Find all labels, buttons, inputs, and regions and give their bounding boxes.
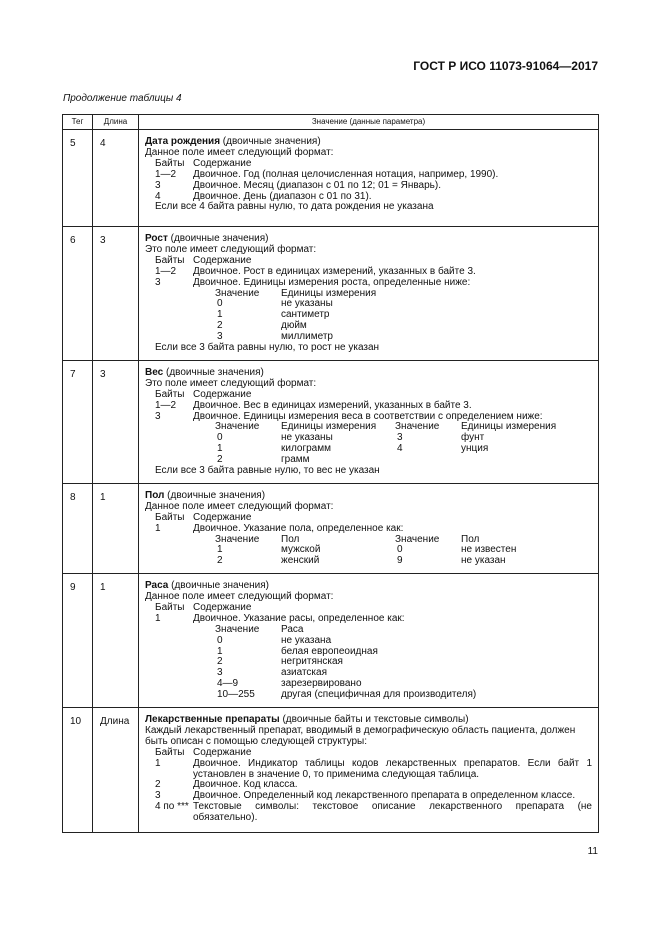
- cell-length: 3: [93, 227, 139, 361]
- value-table-cell: женский: [281, 555, 320, 567]
- byte-index: 1: [155, 612, 161, 624]
- field-title-note: (двоичные значения): [164, 489, 266, 501]
- value-table-cell: азиатская: [281, 667, 328, 679]
- cell-value: [139, 483, 599, 573]
- value-table-cell: 0: [217, 298, 223, 310]
- byte-item: [145, 802, 592, 824]
- content-label: Содержание: [193, 746, 252, 758]
- byte-description: Двоичное. Определенный код лекарственного препарата в определенном классе.: [193, 790, 576, 802]
- field-title: Раса: [145, 580, 169, 592]
- value-table-col-label: Раса: [281, 623, 304, 635]
- value-table-cell: негритянская: [281, 656, 343, 668]
- value-table-cell: мужской: [281, 544, 321, 556]
- format-intro: Каждый лекарственный препарат, вводимый в демографическую область пациента, должен быть описан с помощью следующей структуры:: [145, 724, 576, 747]
- bytes-label: Байты: [155, 602, 185, 613]
- cell-value: [139, 708, 599, 833]
- byte-description: Двоичное. Единицы измерения веса в соответствии с определением ниже:: [193, 410, 543, 422]
- value-table-cell: 2: [217, 656, 223, 668]
- format-intro: Это поле имеет следующий формат:: [145, 243, 317, 255]
- field-title: Лекарственные препараты: [145, 714, 280, 726]
- value-table-row: [145, 299, 592, 310]
- value-table-cell: 1: [217, 544, 223, 556]
- field-title-note: (двоичные значения): [220, 136, 321, 147]
- cell-length: Длина: [93, 708, 139, 833]
- byte-item: [145, 278, 592, 289]
- byte-index: 2: [155, 779, 161, 791]
- cell-length: 3: [93, 360, 139, 483]
- value-table-cell: 9: [397, 555, 403, 567]
- value-table-row: [145, 636, 592, 647]
- table-row: [63, 227, 599, 361]
- value-table-row: [145, 332, 592, 343]
- value-table-cell: 0: [217, 634, 223, 646]
- field-title-note: (двоичные значения): [163, 366, 264, 378]
- value-table-cell: 3: [397, 432, 403, 444]
- value-table-col-label: Значение: [215, 421, 260, 433]
- cell-tag: 9: [63, 574, 93, 708]
- table-row: [63, 360, 599, 483]
- value-table-col-label: Пол: [281, 533, 300, 545]
- bytes-label: Байты: [155, 511, 185, 523]
- value-table-cell: не указан: [461, 555, 506, 567]
- cell-value: [139, 227, 599, 361]
- table-row: [63, 708, 599, 833]
- byte-item: [145, 759, 592, 781]
- value-table-row: [145, 647, 592, 658]
- format-intro: Данное поле имеет следующий формат:: [145, 500, 334, 512]
- field-footer-note: Если все 4 байта равны нулю, то дата рождения не указана: [155, 201, 434, 213]
- content-label: Содержание: [193, 511, 252, 523]
- table-row: [63, 130, 599, 227]
- byte-description: Двоичное. День (диапазон с 01 по 31).: [193, 190, 372, 202]
- value-table-header: [145, 535, 592, 546]
- field-title: Дата рождения: [145, 136, 221, 147]
- value-table-cell: не указаны: [281, 432, 333, 444]
- bytes-label: Байты: [155, 254, 185, 266]
- bytes-label: Байты: [155, 388, 185, 400]
- byte-index: 1—2: [155, 265, 177, 277]
- value-table-cell: 4: [397, 443, 403, 455]
- bytes-label: Байты: [155, 157, 185, 169]
- value-table-row: [145, 545, 592, 556]
- value-table-cell: 2: [217, 555, 223, 567]
- table-header-row: [63, 115, 599, 130]
- content-label: Содержание: [193, 388, 252, 400]
- value-table-cell: сантиметр: [281, 309, 330, 321]
- value-table-cell: зарезервировано: [281, 678, 362, 690]
- value-table-col-label: Значение: [215, 623, 260, 635]
- bytes-label: Байты: [155, 746, 185, 758]
- format-intro: Данное поле имеет следующий формат:: [145, 591, 334, 603]
- value-table-cell: не указаны: [281, 298, 333, 310]
- field-title-note: (двоичные значения): [168, 580, 269, 592]
- byte-description: Двоичное. Указание расы, определенное как:: [193, 612, 405, 624]
- header-length: Длина: [93, 115, 139, 130]
- value-table-cell: 1: [217, 645, 223, 657]
- byte-description: Двоичное. Индикатор таблицы кодов лекарственных препаратов. Если байт 1 установлен в значение 0, то применима следующая таблица.: [193, 757, 592, 780]
- byte-index: 1: [155, 757, 161, 769]
- value-table-row: [145, 444, 592, 455]
- value-table-cell: 0: [217, 432, 223, 444]
- cell-value: [139, 360, 599, 483]
- value-table-header: [145, 289, 592, 300]
- field-title: Пол: [145, 489, 165, 501]
- value-table-cell: 10—255: [217, 689, 255, 701]
- byte-item: [145, 181, 592, 192]
- value-table-col-label: Единицы измерения: [281, 287, 377, 299]
- format-intro: Данное поле имеет следующий формат:: [145, 146, 334, 158]
- value-table-row: [145, 433, 592, 444]
- value-table-cell: не известен: [461, 544, 517, 556]
- byte-index: 3: [155, 410, 161, 422]
- byte-index: 3: [155, 276, 161, 288]
- cell-tag: 10: [63, 708, 93, 833]
- value-table-header: [145, 625, 592, 636]
- value-table-col-label: Значение: [215, 533, 260, 545]
- header-tag: Тег: [63, 115, 93, 130]
- bytes-header: [145, 390, 592, 401]
- page-number: 11: [587, 846, 598, 857]
- byte-item: [145, 401, 592, 412]
- value-table-cell: 0: [397, 544, 403, 556]
- cell-tag: 6: [63, 227, 93, 361]
- byte-index: 1: [155, 522, 161, 534]
- field-title-note: (двоичные значения): [167, 233, 269, 244]
- byte-description: Двоичное. Вес в единицах измерений, указанных в байте 3.: [193, 399, 472, 411]
- cell-tag: 8: [63, 483, 93, 573]
- parameters-table: [62, 114, 599, 833]
- table-row: [63, 574, 599, 708]
- format-intro: Это поле имеет следующий формат:: [145, 377, 317, 389]
- field-footer-note: Если все 3 байта равны нулю, то рост не указан: [155, 341, 380, 353]
- field-title: Вес: [145, 366, 164, 378]
- document-standard-title: ГОСТ Р ИСО 11073-91064—2017: [413, 59, 598, 73]
- cell-tag: 5: [63, 130, 93, 227]
- value-table-row: [145, 321, 592, 332]
- value-table-row: [145, 690, 592, 701]
- byte-index: 4 по ***: [155, 801, 189, 813]
- value-table-row: [145, 455, 592, 466]
- value-table-cell: килограмм: [281, 443, 331, 455]
- value-table-cell: 2: [217, 320, 223, 332]
- byte-index: 1—2: [155, 168, 177, 180]
- value-table-cell: не указана: [281, 634, 332, 646]
- value-table-col-label: Значение: [395, 533, 440, 545]
- value-table-cell: грамм: [281, 454, 310, 466]
- value-table-cell: унция: [461, 443, 489, 455]
- value-table-cell: 1: [217, 309, 223, 321]
- value-table-cell: дюйм: [281, 320, 307, 332]
- field-title-note: (двоичные байты и текстовые символы): [279, 714, 469, 726]
- byte-description: Двоичное. Месяц (диапазон с 01 по 12; 01 = Январь).: [193, 179, 441, 191]
- value-table-cell: 3: [217, 667, 223, 679]
- byte-description: Двоичное. Рост в единицах измерений, указанных в байте 3.: [193, 265, 476, 277]
- byte-item: [145, 614, 592, 625]
- byte-index: 3: [155, 179, 161, 191]
- header-value: Значение (данные параметра): [139, 115, 599, 130]
- byte-item: [145, 267, 592, 278]
- value-table-cell: 2: [217, 454, 223, 466]
- byte-index: 4: [155, 190, 161, 202]
- cell-length: 1: [93, 483, 139, 573]
- field-title: Рост: [145, 233, 168, 244]
- table-caption: Продолжение таблицы 4: [63, 93, 182, 104]
- value-table-cell: белая европеоидная: [281, 645, 378, 657]
- field-footer-note: Если все 3 байта равные нулю, то вес не указан: [155, 464, 380, 476]
- byte-description: Двоичное. Единицы измерения роста, определенные ниже:: [193, 276, 471, 288]
- value-table-cell: фунт: [461, 432, 485, 444]
- content-label: Содержание: [193, 157, 252, 169]
- value-table-col-label: Значение: [215, 287, 260, 299]
- byte-index: 3: [155, 790, 161, 802]
- byte-item: [145, 524, 592, 535]
- value-table-cell: 1: [217, 443, 223, 455]
- byte-description: Двоичное. Год (полная целочисленная нотация, например, 1990).: [193, 168, 499, 180]
- byte-index: 1—2: [155, 399, 177, 411]
- byte-description: Текстовые символы: текстовое описание лекарственного препарата (не обязательно).: [193, 801, 592, 824]
- cell-length: 4: [93, 130, 139, 227]
- value-table-cell: другая (специфичная для производителя): [281, 689, 477, 701]
- value-table-col-label: Единицы измерения: [281, 421, 377, 433]
- byte-description: Двоичное. Указание пола, определенное как:: [193, 522, 404, 534]
- value-table-col-label: Пол: [461, 533, 480, 545]
- byte-description: Двоичное. Код класса.: [193, 779, 298, 791]
- value-table-cell: 3: [217, 331, 223, 343]
- value-table-col-label: Значение: [395, 421, 440, 433]
- byte-item: [145, 170, 592, 181]
- value-table-col-label: Единицы измерения: [461, 421, 557, 433]
- content-label: Содержание: [193, 602, 252, 613]
- cell-tag: 7: [63, 360, 93, 483]
- value-table-header: [145, 422, 592, 433]
- value-table-row: [145, 668, 592, 679]
- cell-value: [139, 130, 599, 227]
- value-table-row: [145, 556, 592, 567]
- table-row: [63, 483, 599, 573]
- content-label: Содержание: [193, 254, 252, 266]
- value-table-row: [145, 310, 592, 321]
- value-table-row: [145, 657, 592, 668]
- value-table-cell: 4—9: [217, 678, 239, 690]
- cell-value: [139, 574, 599, 708]
- bytes-header: [145, 513, 592, 524]
- cell-length: 1: [93, 574, 139, 708]
- value-table-cell: миллиметр: [281, 331, 333, 343]
